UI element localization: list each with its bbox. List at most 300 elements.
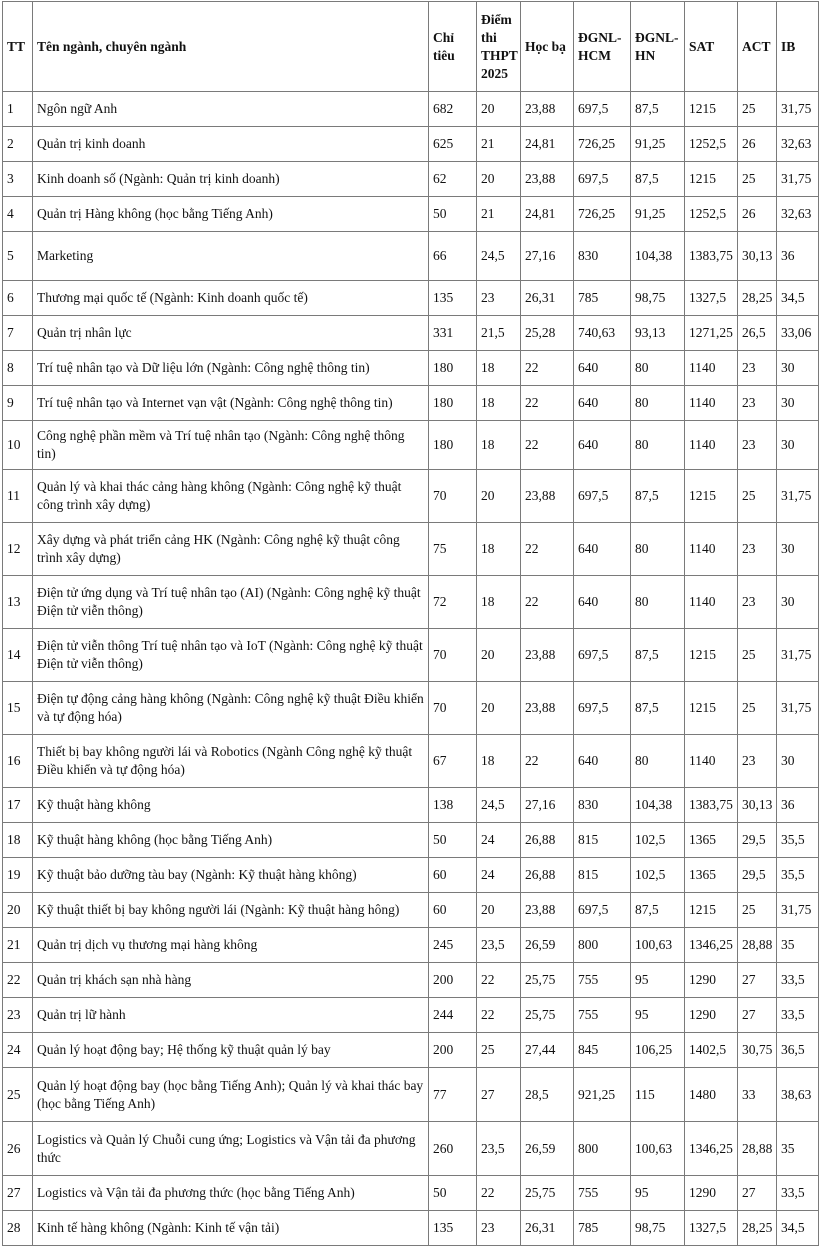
cell-ib: 36 [777,232,819,281]
cell-sat: 1346,25 [685,1122,738,1176]
cell-dgnl-hcm: 697,5 [574,893,631,928]
cell-tt: 2 [3,127,33,162]
table-row [3,893,819,928]
cell-quota: 135 [429,1211,477,1246]
cell-thpt: 24,5 [477,232,521,281]
cell-act: 30,13 [738,788,777,823]
cell-dgnl-hn: 104,38 [631,232,685,281]
cell-dgnl-hcm: 697,5 [574,162,631,197]
cell-ib: 32,63 [777,127,819,162]
cell-tt: 17 [3,788,33,823]
cell-thpt: 24 [477,823,521,858]
cell-quota: 625 [429,127,477,162]
cell-sat: 1215 [685,629,738,682]
table-row [3,1122,819,1176]
cell-thpt: 27 [477,1068,521,1122]
cell-ib: 33,06 [777,316,819,351]
cell-quota: 245 [429,928,477,963]
cell-quota: 72 [429,576,477,629]
cell-dgnl-hn: 80 [631,421,685,470]
cell-sat: 1365 [685,858,738,893]
cell-thpt: 18 [477,421,521,470]
cell-dgnl-hcm: 640 [574,523,631,576]
cell-dgnl-hn: 100,63 [631,928,685,963]
cell-act: 26,5 [738,316,777,351]
cell-hocba: 27,44 [521,1033,574,1068]
cell-thpt: 18 [477,576,521,629]
header-tt: TT [3,2,33,92]
table-row [3,232,819,281]
cell-ib: 32,63 [777,197,819,232]
cell-tt: 18 [3,823,33,858]
cell-thpt: 20 [477,162,521,197]
table-row [3,928,819,963]
cell-quota: 60 [429,858,477,893]
cell-tt: 11 [3,470,33,523]
table-row [3,858,819,893]
cell-act: 25 [738,682,777,735]
header-hocba: Học bạ [521,2,574,92]
cell-tt: 20 [3,893,33,928]
table-row [3,351,819,386]
cell-tt: 14 [3,629,33,682]
cell-sat: 1402,5 [685,1033,738,1068]
cell-hocba: 26,88 [521,823,574,858]
cell-dgnl-hcm: 726,25 [574,127,631,162]
cell-dgnl-hcm: 740,63 [574,316,631,351]
cell-sat: 1290 [685,963,738,998]
cell-dgnl-hn: 87,5 [631,629,685,682]
cell-hocba: 28,5 [521,1068,574,1122]
cell-hocba: 26,59 [521,928,574,963]
header-dgnl-hn: ĐGNL-HN [631,2,685,92]
cell-quota: 244 [429,998,477,1033]
cell-tt: 3 [3,162,33,197]
cell-thpt: 18 [477,735,521,788]
cell-name: Quản trị nhân lực [33,316,429,351]
cell-act: 23 [738,421,777,470]
cell-tt: 7 [3,316,33,351]
cell-dgnl-hcm: 640 [574,735,631,788]
cell-quota: 60 [429,893,477,928]
cell-thpt: 24 [477,858,521,893]
cell-dgnl-hn: 95 [631,1176,685,1211]
table-body [3,92,819,1246]
cell-thpt: 24,5 [477,788,521,823]
cell-sat: 1252,5 [685,197,738,232]
cell-dgnl-hn: 80 [631,735,685,788]
cell-sat: 1140 [685,351,738,386]
cell-ib: 36 [777,788,819,823]
cell-dgnl-hn: 80 [631,576,685,629]
cell-act: 26 [738,127,777,162]
cell-thpt: 21 [477,197,521,232]
cell-sat: 1290 [685,998,738,1033]
cell-thpt: 18 [477,386,521,421]
cell-act: 27 [738,963,777,998]
cell-sat: 1290 [685,1176,738,1211]
cell-dgnl-hn: 91,25 [631,127,685,162]
cell-dgnl-hn: 80 [631,386,685,421]
cell-hocba: 23,88 [521,162,574,197]
admission-score-table [2,1,819,1246]
table-row [3,421,819,470]
cell-dgnl-hcm: 830 [574,788,631,823]
cell-tt: 13 [3,576,33,629]
cell-dgnl-hn: 80 [631,523,685,576]
cell-quota: 70 [429,470,477,523]
cell-dgnl-hcm: 755 [574,1176,631,1211]
cell-tt: 6 [3,281,33,316]
cell-sat: 1140 [685,421,738,470]
cell-act: 25 [738,162,777,197]
cell-name: Thương mại quốc tế (Ngành: Kinh doanh quốc tế) [33,281,429,316]
cell-thpt: 25 [477,1033,521,1068]
cell-quota: 66 [429,232,477,281]
cell-dgnl-hn: 98,75 [631,1211,685,1246]
cell-dgnl-hn: 95 [631,963,685,998]
cell-sat: 1215 [685,893,738,928]
cell-tt: 8 [3,351,33,386]
cell-dgnl-hn: 91,25 [631,197,685,232]
cell-ib: 35 [777,928,819,963]
cell-hocba: 24,81 [521,197,574,232]
cell-dgnl-hn: 115 [631,1068,685,1122]
cell-quota: 180 [429,351,477,386]
cell-dgnl-hn: 80 [631,351,685,386]
cell-hocba: 27,16 [521,788,574,823]
cell-act: 25 [738,470,777,523]
cell-dgnl-hn: 87,5 [631,893,685,928]
header-name: Tên ngành, chuyên ngành [33,2,429,92]
cell-hocba: 26,31 [521,281,574,316]
cell-ib: 30 [777,735,819,788]
cell-act: 23 [738,351,777,386]
cell-quota: 70 [429,682,477,735]
cell-act: 30,75 [738,1033,777,1068]
cell-act: 33 [738,1068,777,1122]
cell-name: Quản trị khách sạn nhà hàng [33,963,429,998]
cell-ib: 35,5 [777,823,819,858]
table-row [3,470,819,523]
header-act: ACT [738,2,777,92]
cell-dgnl-hcm: 785 [574,281,631,316]
cell-quota: 67 [429,735,477,788]
cell-hocba: 23,88 [521,470,574,523]
cell-act: 27 [738,998,777,1033]
cell-hocba: 23,88 [521,629,574,682]
cell-act: 28,25 [738,281,777,316]
cell-ib: 33,5 [777,998,819,1033]
cell-tt: 16 [3,735,33,788]
cell-ib: 33,5 [777,1176,819,1211]
cell-name: Logistics và Vận tải đa phương thức (học bằng Tiếng Anh) [33,1176,429,1211]
cell-hocba: 26,31 [521,1211,574,1246]
cell-ib: 30 [777,523,819,576]
cell-quota: 260 [429,1122,477,1176]
cell-ib: 38,63 [777,1068,819,1122]
cell-quota: 200 [429,963,477,998]
cell-name: Quản trị dịch vụ thương mại hàng không [33,928,429,963]
cell-dgnl-hcm: 755 [574,963,631,998]
cell-quota: 50 [429,1176,477,1211]
table-row [3,281,819,316]
cell-dgnl-hcm: 697,5 [574,92,631,127]
cell-dgnl-hcm: 845 [574,1033,631,1068]
cell-ib: 35,5 [777,858,819,893]
cell-dgnl-hcm: 726,25 [574,197,631,232]
cell-tt: 28 [3,1211,33,1246]
cell-name: Trí tuệ nhân tạo và Internet vạn vật (Ngành: Công nghệ thông tin) [33,386,429,421]
header-sat: SAT [685,2,738,92]
cell-sat: 1327,5 [685,281,738,316]
cell-act: 23 [738,576,777,629]
cell-act: 28,25 [738,1211,777,1246]
cell-hocba: 24,81 [521,127,574,162]
cell-hocba: 22 [521,735,574,788]
cell-dgnl-hcm: 640 [574,386,631,421]
cell-name: Kỹ thuật thiết bị bay không người lái (Ngành: Kỹ thuật hàng hông) [33,893,429,928]
cell-ib: 34,5 [777,1211,819,1246]
cell-sat: 1365 [685,823,738,858]
cell-dgnl-hcm: 785 [574,1211,631,1246]
cell-name: Kỹ thuật hàng không [33,788,429,823]
cell-ib: 30 [777,351,819,386]
table-row [3,162,819,197]
cell-quota: 180 [429,386,477,421]
cell-quota: 50 [429,197,477,232]
cell-tt: 12 [3,523,33,576]
table-row [3,998,819,1033]
cell-sat: 1140 [685,735,738,788]
cell-thpt: 20 [477,682,521,735]
cell-thpt: 22 [477,998,521,1033]
cell-sat: 1252,5 [685,127,738,162]
header-thpt: Điểm thi THPT 2025 [477,2,521,92]
cell-sat: 1215 [685,470,738,523]
cell-thpt: 18 [477,351,521,386]
cell-name: Logistics và Quản lý Chuỗi cung ứng; Logistics và Vận tải đa phương thức [33,1122,429,1176]
cell-dgnl-hn: 106,25 [631,1033,685,1068]
cell-tt: 24 [3,1033,33,1068]
cell-hocba: 23,88 [521,682,574,735]
cell-sat: 1215 [685,162,738,197]
cell-act: 28,88 [738,928,777,963]
cell-dgnl-hcm: 640 [574,351,631,386]
cell-ib: 31,75 [777,162,819,197]
cell-ib: 36,5 [777,1033,819,1068]
cell-ib: 30 [777,386,819,421]
cell-tt: 19 [3,858,33,893]
cell-name: Kinh doanh số (Ngành: Quản trị kinh doanh) [33,162,429,197]
header-dgnl-hcm: ĐGNL-HCM [574,2,631,92]
table-row [3,316,819,351]
cell-thpt: 20 [477,893,521,928]
cell-dgnl-hcm: 697,5 [574,470,631,523]
cell-thpt: 23,5 [477,1122,521,1176]
cell-dgnl-hcm: 697,5 [574,629,631,682]
cell-quota: 135 [429,281,477,316]
cell-name: Kỹ thuật hàng không (học bằng Tiếng Anh) [33,823,429,858]
cell-tt: 23 [3,998,33,1033]
table-row [3,1211,819,1246]
cell-tt: 27 [3,1176,33,1211]
table-row [3,576,819,629]
cell-quota: 200 [429,1033,477,1068]
header-row [3,2,819,92]
cell-ib: 31,75 [777,629,819,682]
cell-thpt: 21,5 [477,316,521,351]
cell-sat: 1383,75 [685,788,738,823]
cell-act: 26 [738,197,777,232]
cell-tt: 25 [3,1068,33,1122]
cell-sat: 1271,25 [685,316,738,351]
cell-act: 23 [738,386,777,421]
cell-quota: 62 [429,162,477,197]
header-ib: IB [777,2,819,92]
cell-tt: 10 [3,421,33,470]
cell-tt: 26 [3,1122,33,1176]
cell-tt: 22 [3,963,33,998]
cell-thpt: 23 [477,1211,521,1246]
cell-act: 30,13 [738,232,777,281]
cell-sat: 1480 [685,1068,738,1122]
cell-dgnl-hn: 102,5 [631,823,685,858]
cell-name: Quản trị kinh doanh [33,127,429,162]
cell-hocba: 22 [521,523,574,576]
cell-thpt: 20 [477,92,521,127]
cell-dgnl-hcm: 830 [574,232,631,281]
cell-thpt: 22 [477,963,521,998]
cell-dgnl-hn: 87,5 [631,92,685,127]
cell-dgnl-hcm: 755 [574,998,631,1033]
cell-dgnl-hn: 87,5 [631,470,685,523]
cell-name: Quản lý hoạt động bay; Hệ thống kỹ thuật quản lý bay [33,1033,429,1068]
cell-act: 29,5 [738,823,777,858]
cell-hocba: 26,59 [521,1122,574,1176]
cell-act: 28,88 [738,1122,777,1176]
cell-name: Điện tự động cảng hàng không (Ngành: Công nghệ kỹ thuật Điều khiển và tự động hóa) [33,682,429,735]
cell-name: Kỹ thuật bảo dưỡng tàu bay (Ngành: Kỹ thuật hàng không) [33,858,429,893]
cell-quota: 70 [429,629,477,682]
cell-quota: 138 [429,788,477,823]
cell-thpt: 23 [477,281,521,316]
cell-sat: 1215 [685,682,738,735]
cell-dgnl-hn: 95 [631,998,685,1033]
cell-name: Điện tử ứng dụng và Trí tuệ nhân tạo (AI) (Ngành: Công nghệ kỹ thuật Điện tử viễn thông) [33,576,429,629]
table-row [3,682,819,735]
cell-name: Thiết bị bay không người lái và Robotics (Ngành Công nghệ kỹ thuật Điều khiển và tự động hóa) [33,735,429,788]
cell-ib: 35 [777,1122,819,1176]
cell-sat: 1140 [685,386,738,421]
cell-tt: 1 [3,92,33,127]
cell-hocba: 25,28 [521,316,574,351]
cell-hocba: 23,88 [521,92,574,127]
cell-ib: 30 [777,576,819,629]
cell-name: Ngôn ngữ Anh [33,92,429,127]
cell-dgnl-hn: 98,75 [631,281,685,316]
table-row [3,1033,819,1068]
cell-ib: 30 [777,421,819,470]
cell-hocba: 22 [521,351,574,386]
cell-tt: 21 [3,928,33,963]
cell-thpt: 23,5 [477,928,521,963]
table-row [3,1068,819,1122]
cell-thpt: 20 [477,629,521,682]
table-row [3,788,819,823]
cell-tt: 15 [3,682,33,735]
cell-sat: 1140 [685,523,738,576]
cell-hocba: 26,88 [521,858,574,893]
cell-name: Quản trị lữ hành [33,998,429,1033]
cell-act: 25 [738,92,777,127]
cell-sat: 1383,75 [685,232,738,281]
cell-dgnl-hn: 93,13 [631,316,685,351]
cell-dgnl-hcm: 697,5 [574,682,631,735]
cell-name: Quản lý hoạt động bay (học bằng Tiếng Anh); Quản lý và khai thác bay (học bằng Tiếng Anh) [33,1068,429,1122]
cell-thpt: 20 [477,470,521,523]
cell-hocba: 25,75 [521,1176,574,1211]
table-row [3,1176,819,1211]
cell-name: Kinh tế hàng không (Ngành: Kinh tế vận tải) [33,1211,429,1246]
cell-name: Marketing [33,232,429,281]
table-row [3,92,819,127]
cell-name: Điện tử viễn thông Trí tuệ nhân tạo và IoT (Ngành: Công nghệ kỹ thuật Điện tử viễn thông) [33,629,429,682]
cell-thpt: 22 [477,1176,521,1211]
cell-dgnl-hcm: 800 [574,1122,631,1176]
cell-hocba: 25,75 [521,998,574,1033]
table-row [3,197,819,232]
table-row [3,629,819,682]
table-row [3,127,819,162]
cell-act: 23 [738,523,777,576]
cell-name: Công nghệ phần mềm và Trí tuệ nhân tạo (Ngành: Công nghệ thông tin) [33,421,429,470]
cell-tt: 4 [3,197,33,232]
cell-hocba: 22 [521,421,574,470]
cell-ib: 31,75 [777,682,819,735]
cell-act: 29,5 [738,858,777,893]
cell-ib: 34,5 [777,281,819,316]
cell-sat: 1346,25 [685,928,738,963]
cell-thpt: 21 [477,127,521,162]
table-row [3,823,819,858]
cell-tt: 5 [3,232,33,281]
cell-dgnl-hcm: 800 [574,928,631,963]
cell-dgnl-hcm: 815 [574,823,631,858]
cell-sat: 1327,5 [685,1211,738,1246]
cell-dgnl-hn: 87,5 [631,682,685,735]
table-row [3,735,819,788]
cell-dgnl-hcm: 815 [574,858,631,893]
cell-name: Xây dựng và phát triển cảng HK (Ngành: Công nghệ kỹ thuật công trình xây dựng) [33,523,429,576]
cell-quota: 50 [429,823,477,858]
cell-hocba: 27,16 [521,232,574,281]
cell-dgnl-hcm: 921,25 [574,1068,631,1122]
cell-name: Quản trị Hàng không (học bằng Tiếng Anh) [33,197,429,232]
cell-act: 23 [738,735,777,788]
cell-quota: 77 [429,1068,477,1122]
cell-name: Trí tuệ nhân tạo và Dữ liệu lớn (Ngành: Công nghệ thông tin) [33,351,429,386]
cell-dgnl-hn: 87,5 [631,162,685,197]
cell-quota: 331 [429,316,477,351]
cell-dgnl-hn: 100,63 [631,1122,685,1176]
cell-quota: 180 [429,421,477,470]
cell-quota: 75 [429,523,477,576]
cell-dgnl-hn: 104,38 [631,788,685,823]
header-quota: Chỉ tiêu [429,2,477,92]
cell-ib: 31,75 [777,893,819,928]
cell-ib: 31,75 [777,92,819,127]
